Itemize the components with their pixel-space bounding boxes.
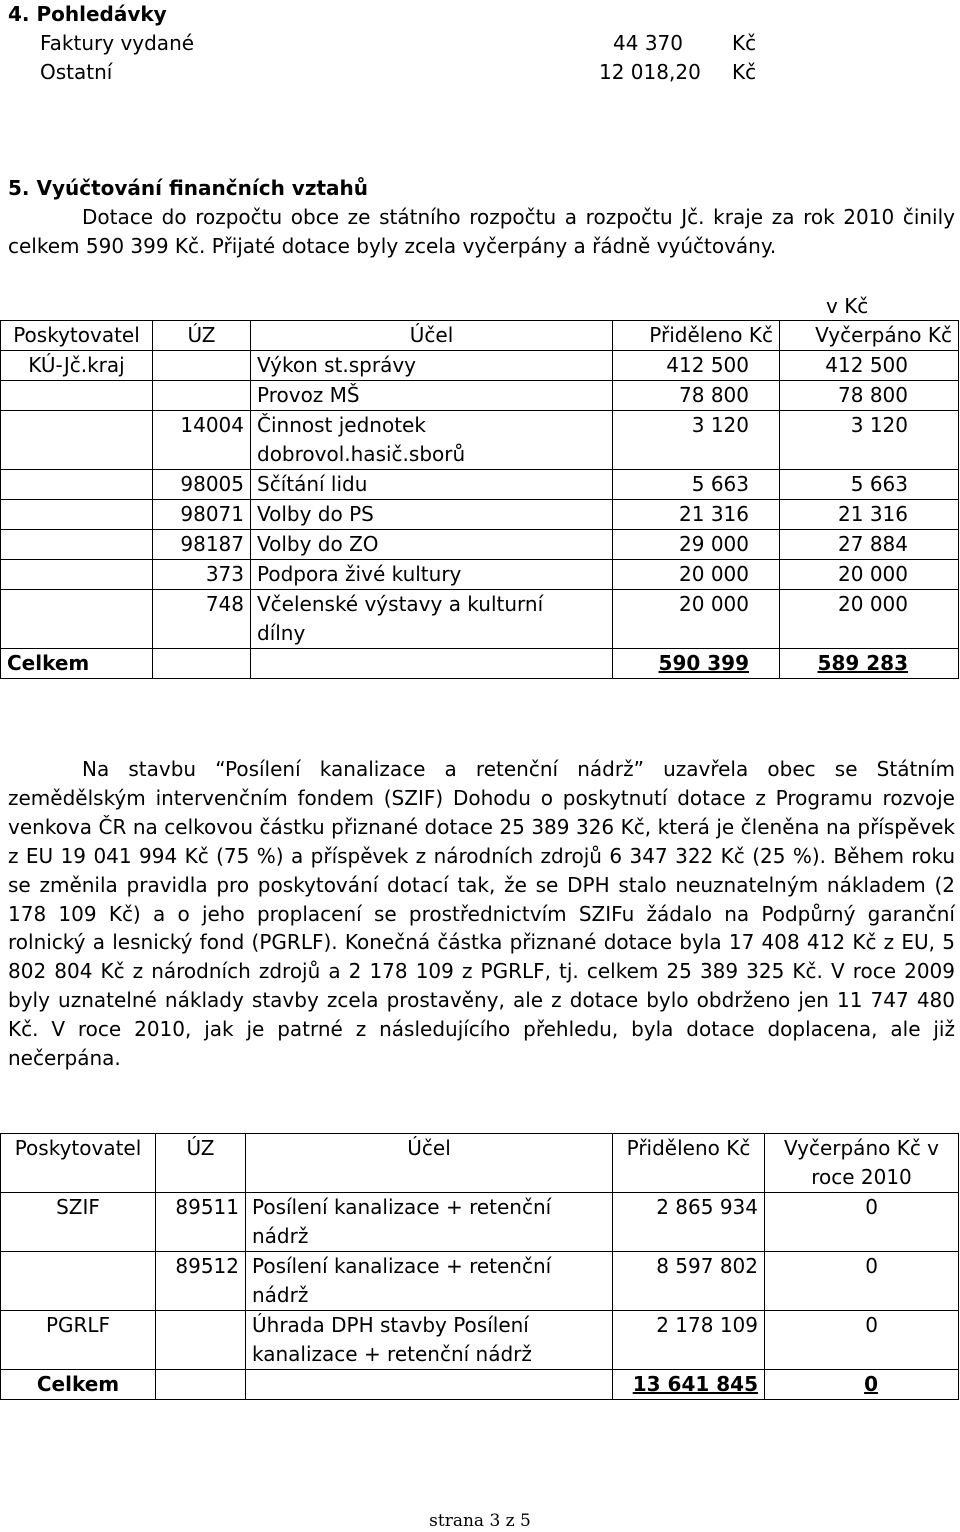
receivable-label: Ostatní [40,60,113,84]
table-header-row [1,1134,959,1193]
cell-purpose: Úhrada DPH stavby Posílení kanalizace + retenční nádrž [246,1311,613,1370]
cell-allocated: 2 865 934 [613,1193,765,1252]
cell-uz [153,351,251,381]
cell-allocated: 2 178 109 [613,1311,765,1370]
cell-allocated: 5 663 [613,470,780,500]
cell-spent: 0 [765,1311,959,1370]
cell-purpose: Podpora živé kultury [251,560,613,590]
cell-uz [153,649,251,679]
cell-provider [1,381,153,411]
cell-allocated: 8 597 802 [613,1252,765,1311]
header-spent: Vyčerpáno Kč [780,321,959,351]
receivable-amount: 44 370 [613,31,683,55]
cell-spent: 0 [765,1193,959,1252]
table-row [1,470,959,500]
cell-allocated: 78 800 [613,381,780,411]
cell-provider [1,590,153,649]
cell-spent: 27 884 [780,530,959,560]
header-purpose: Účel [246,1134,613,1193]
grant-table-2010 [0,320,959,679]
cell-purpose: Volby do PS [251,500,613,530]
cell-spent: 412 500 [780,351,959,381]
header-allocated: Přiděleno Kč [613,321,780,351]
cell-uz: 89512 [156,1252,246,1311]
table-row [1,1193,959,1252]
table-row [1,1252,959,1311]
section5-heading: 5. Vyúčtování finančních vztahů [8,176,368,200]
receivable-amount: 12 018,20 [599,60,701,84]
cell-allocated: 21 316 [613,500,780,530]
table-row [1,381,959,411]
cell-spent: 3 120 [780,411,959,470]
cell-purpose [251,649,613,679]
cell-allocated: 3 120 [613,411,780,470]
cell-uz: 98187 [153,530,251,560]
cell-uz: 748 [153,590,251,649]
table-row [1,590,959,649]
total-spent: 0 [765,1370,959,1400]
total-spent: 589 283 [780,649,959,679]
cell-purpose: Činnost jednotek dobrovol.hasič.sborů [251,411,613,470]
total-label: Celkem [1,1370,156,1400]
cell-provider: SZIF [1,1193,156,1252]
section5-paragraph-text: Dotace do rozpočtu obce ze státního rozpočtu a rozpočtu Jč. kraje za rok 2010 činily celkem 590 399 Kč. Přijaté dotace byly zcela vyčerpány a řádně vyúčtovány. [8,205,955,258]
szif-paragraph-text: Na stavbu “Posílení kanalizace a retenční nádrž” uzavřela obec se Státním zemědělským intervenčním fondem (SZIF) Dohodu o poskytnutí dotace z Programu rozvoje venkova ČR na celkovou částku přiznané dotace 25 389 326 Kč, která je členěna na příspěvek z EU 19 041 994 Kč (75 %) a příspěvek z národních zdrojů 6 347 322 Kč (25 %). Během roku se změnila pravidla pro poskytování dotací tak, že se DPH stalo neuznatelným nákladem (2 178 109 Kč) a o jeho proplacení se prostřednictvím SZIFu žádalo na Podpůrný garanční rolnický a lesnický fond (PGRLF). Konečná částka přiznané dotace byla 17 408 412 Kč z EU, 5 802 804 Kč z národních zdrojů a 2 178 109 z PGRLF, tj. celkem 25 389 325 Kč. V roce 2009 byly uznatelné náklady stavby zcela prostavěny, ale z dotace bylo obdrženo jen 11 747 480 Kč. V roce 2010, jak je patrné z následujícího přehledu, byla dotace doplacena, ale již nečerpána. [8,757,955,1071]
table-header-row [1,321,959,351]
cell-provider [1,500,153,530]
cell-purpose: Posílení kanalizace + retenční nádrž [246,1252,613,1311]
table-row [1,1311,959,1370]
cell-purpose: Posílení kanalizace + retenční nádrž [246,1193,613,1252]
cell-purpose: Volby do ZO [251,530,613,560]
table-total-row [1,649,959,679]
cell-allocated: 29 000 [613,530,780,560]
receivable-unit: Kč [732,60,757,84]
header-uz: ÚZ [156,1134,246,1193]
cell-allocated: 20 000 [613,560,780,590]
cell-provider [1,530,153,560]
cell-uz: 373 [153,560,251,590]
table-row [1,500,959,530]
table-row [1,560,959,590]
cell-provider: PGRLF [1,1311,156,1370]
receivable-unit: Kč [732,31,757,55]
cell-uz: 98005 [153,470,251,500]
cell-spent: 20 000 [780,560,959,590]
header-purpose: Účel [251,321,613,351]
cell-provider: KÚ-Jč.kraj [1,351,153,381]
cell-uz [153,381,251,411]
cell-uz [156,1311,246,1370]
section5-paragraph [8,203,955,261]
section4-heading: 4. Pohledávky [8,2,167,26]
header-provider: Poskytovatel [1,321,153,351]
table-row [1,530,959,560]
cell-provider [1,470,153,500]
header-uz: ÚZ [153,321,251,351]
cell-provider [1,560,153,590]
total-allocated: 590 399 [613,649,780,679]
table-row [1,351,959,381]
szif-grant-table [0,1133,959,1400]
table-row [1,411,959,470]
cell-uz: 89511 [156,1193,246,1252]
cell-spent: 20 000 [780,590,959,649]
cell-purpose: Provoz MŠ [251,381,613,411]
table-total-row [1,1370,959,1400]
receivable-label: Faktury vydané [40,31,195,55]
header-provider: Poskytovatel [1,1134,156,1193]
cell-allocated: 20 000 [613,590,780,649]
cell-uz: 98071 [153,500,251,530]
cell-provider [1,411,153,470]
cell-spent: 5 663 [780,470,959,500]
header-spent: Vyčerpáno Kč v roce 2010 [765,1134,959,1193]
cell-spent: 21 316 [780,500,959,530]
header-allocated: Přiděleno Kč [613,1134,765,1193]
cell-uz [156,1370,246,1400]
szif-paragraph [8,755,955,1073]
cell-provider [1,1252,156,1311]
page-number: strana 3 z 5 [429,1511,531,1531]
cell-purpose [246,1370,613,1400]
cell-purpose: Výkon st.správy [251,351,613,381]
cell-spent: 0 [765,1252,959,1311]
cell-uz: 14004 [153,411,251,470]
cell-allocated: 412 500 [613,351,780,381]
total-label: Celkem [1,649,153,679]
cell-purpose: Včelenské výstavy a kulturní dílny [251,590,613,649]
total-allocated: 13 641 845 [613,1370,765,1400]
cell-spent: 78 800 [780,381,959,411]
cell-purpose: Sčítání lidu [251,470,613,500]
unit-note: v Kč [826,294,869,318]
